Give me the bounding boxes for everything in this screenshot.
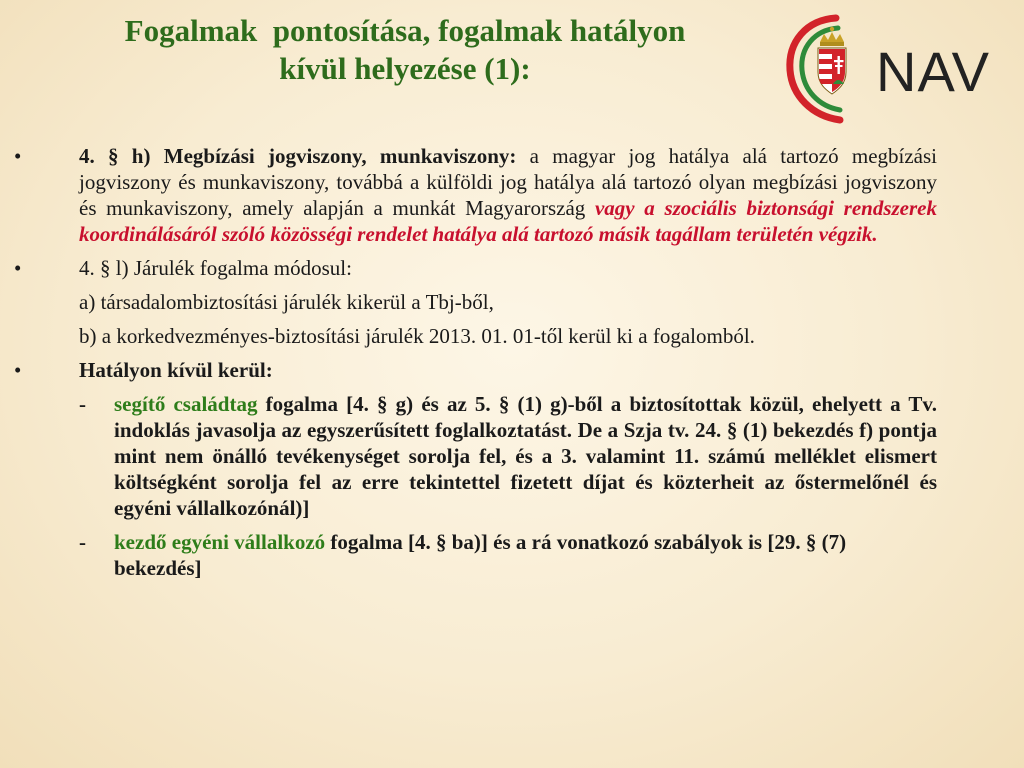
slide-body	[0, 143, 1024, 581]
bullet-3-text: Hatályon kívül kerül:	[79, 358, 273, 382]
bullet-item-3	[0, 357, 1024, 383]
hungarian-coat-of-arms-icon	[784, 12, 874, 124]
bullet-icon: •	[14, 144, 22, 168]
slide-title	[20, 12, 790, 88]
bullet-item-1	[0, 143, 1024, 247]
bullet-item-2	[0, 255, 1024, 281]
dash-item-2	[0, 529, 1024, 581]
bullet-2-sub-a	[0, 289, 1024, 315]
dash-item-1	[0, 391, 1024, 521]
dash-1-term: segítő családtag	[114, 392, 258, 416]
bullet-icon: •	[14, 358, 22, 382]
bullet-1-emphasis: vagy a szociális biztonsági rendszerek koordinálásáról szóló közösségi rendelet hatálya alá tartozó másik tagállam területén végzik.	[79, 196, 937, 246]
bullet-1-text: a magyar jog hatálya alá tartozó megbízási jogviszony és munkaviszony, továbbá a külföldi jog hatálya alá tartozó olyan megbízási jogviszony és munkaviszony, amely alapján a munkát Magyarország	[79, 144, 937, 220]
nav-logo	[784, 12, 1004, 124]
bullet-1-label: 4. § h) Megbízási jogviszony, munkaviszony:	[79, 144, 517, 168]
slide-title-line-1: Fogalmak pontosítása, fogalmak hatályon	[124, 13, 686, 48]
slide-title-line-2: kívül helyezése (1):	[279, 51, 531, 86]
dash-2-text: fogalma [4. § ba)] és a rá vonatkozó szabályok is [29. § (7) bekezdés]	[114, 530, 847, 580]
dash-1-text: fogalma [4. § g) és az 5. § (1) g)-ből a biztosítottak közül, ehelyett a Tv. indoklás javasolja az egyszerűsített foglalkoztatást. De a Szja tv. 24. § (1) bekezdés f) pontja mint nem önálló tevékenységet sorolja fel, és a 3. valamint 11. számú melléklet elismert költségként sorolja fel az erre tekintettel fizetett díjat és közterheit az őstermelőnél és egyéni vállalkozónál)]	[114, 392, 938, 520]
dash-2-term: kezdő egyéni vállalkozó	[114, 530, 326, 554]
bullet-2-text: 4. § l) Járulék fogalma módosul:	[79, 256, 352, 280]
bullet-2-sub-a-text: a) társadalombiztosítási járulék kikerül a Tbj-ből,	[79, 290, 494, 314]
dash-icon: -	[79, 392, 86, 416]
bullet-2-sub-b-text: b) a korkedvezményes-biztosítási járulék 2013. 01. 01-től kerül ki a fogalomból.	[79, 324, 755, 348]
nav-logo-text: NAV	[876, 40, 990, 103]
dash-icon: -	[79, 530, 86, 554]
bullet-2-sub-b	[0, 323, 1024, 349]
bullet-icon: •	[14, 256, 22, 280]
